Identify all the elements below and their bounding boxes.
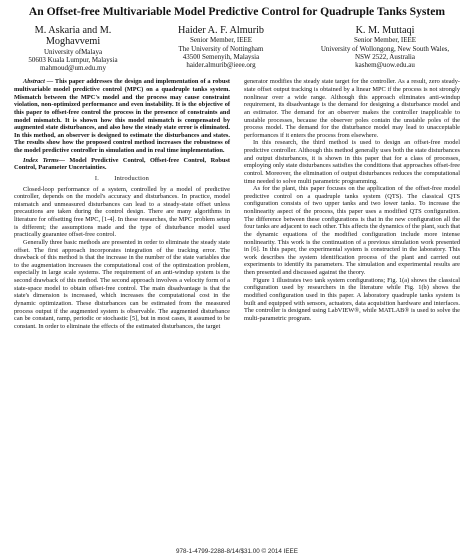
author-affiliation: Senior Member, IEEE The University of Nottingham 43500 Semenyih, Malaysia — [178, 36, 264, 61]
abstract-lead: Abstract — [23, 78, 45, 86]
paragraph: Closed-loop performance of a system, controlled by a model of predictive controller, depends on the model's accuracy and disturbances. In practice, model mismatch and unmeasured disturbances can lead to a steady-state offset unless precautions are taken during the control design. There are many algorithms in literature for offsetting free MPC, [1-4]. In these researches, the MPC problem setup is different; the assumptions made and the type of disturbance model used practically guarantee offset-free control. — [14, 185, 230, 239]
author-email: mahmoud@um.edu.my — [40, 64, 106, 73]
author-email: haider.almurib@ieee.org — [186, 61, 256, 70]
author-name: Haider A. F. Almurib — [177, 25, 265, 36]
author-email: kashem@uow.edu.au — [355, 61, 415, 70]
left-column — [14, 78, 230, 330]
paragraph: generator modifies the steady state target for the controller. As a result, zero steady-state offset output tracking is obtained by a linear MPC if the process is not strongly nonlinear over a wide range. Although this approach eliminates anti-windup requirement, its disadvantage is the demand for designing a disturbance model and an estimator. The demand for an observer makes the controller inapplicable to unstable processes, because the observer poles contain the unstable poles of the process model. The demand for the disturbance model may lead to unacceptable performances if it enters the process from elsewhere. — [244, 78, 460, 139]
paragraph: As for the plant, this paper focuses on the application of the offset-free model predictive control on a quadruple tanks system (QTS). The classical QTS configuration consists of two upper tanks and two lower tanks. To increase the nonlinearity aspect of the process, this paper uses a modified QTS configuration. The difference between these configurations is that in the new configuration all the four tanks are adjacent to each other. This affects the dynamics of the plant, such that the dynamic equations of the modified configuration include more intense nonlinearity. This work is the continuation of a previous simulation work presented in [6]. In this paper, the experimental system is constructed in the laboratory. This work describes the system identification process of the plant and carried out experiments to identify its parameters. The simulation and experimental results are then presented and discussed against the theory. — [244, 185, 460, 277]
index-terms-text: — Model Predictive Control, Offset-free Control, Robust Control, Parameter Uncertainties. — [14, 156, 230, 172]
paragraph: Figure 1 illustrates two tank system configurations; Fig. 1(a) shows the classical configuration used by researchers in the literature while Fig. 1(b) shows the modified configuration used in this paper. A laboratory quadruple tanks system is built and equipped with sensors, actuators, data acquisition hardware and interfaces. The controller is designed using LabVIEW®, while MATLAB® is used to solve the multi-parametric program. — [244, 276, 460, 322]
author-affiliation: University ofMalaya 50603 Kuala Lumpur, Malaysia — [28, 47, 118, 65]
paper-title: An Offset-free Multivariable Model Predictive Control for Quadruple Tanks System — [28, 5, 446, 18]
author-name: M. Askaria and M. Moghavvemi — [34, 25, 112, 48]
copyright-footer: 978-1-4799-2288-8/14/$31.00 © 2014 IEEE — [176, 548, 298, 555]
right-column — [244, 78, 460, 330]
section-heading: I. Introduction — [94, 174, 150, 182]
paragraph: Generally three basic methods are presented in order to eliminate the steady state offset. The first approach incorporates integration of the tracking error. The drawback of this method is that the increase in the number of the state variables due to the augmentation increases the computational cost of the optimization problem, especially in large scale systems. The requirement of an anti-windup system is the second drawback of this method. The second approach involves a velocity form of a state-space model to obtain offset-free control. The main disadvantage is that the state's dimension is increased, which increases the computational cost in the dynamic optimization. These disturbances can be estimated from the measured process output if the augmented system is observable. The augmented disturbance can be constant, ramp, periodic or stochastic [5], but in most cases, it assumed to be constant. In order to eliminate the effects of the estimated disturbances, the target — [14, 238, 230, 330]
abstract-text: — This paper addresses the design and implementation of a robust multivariable model predictive control (MPC) on a quadruple tanks system. Mismatch between the MPC's model and the process may cause constraint violation, non-optimized performance and even instability. It is the objective of this paper to offset-free control the process in the presence of constraints and model mismatch. It is shown how this model mismatch is compensated by augmented state disturbances, and also how the steady state error is eliminated. In this method, an observer is designed to estimate the disturbances and states. The results show how the proposed control method increases the robustness of the model predictive controller in simulation and in real time implementation. — [14, 78, 230, 155]
author-affiliation: Senior Member, IEEE University of Wollongong, New South Wales, NSW 2522, Australia — [320, 36, 450, 61]
author-1 — [14, 25, 132, 72]
author-name: K. M. Muttaqi — [355, 25, 415, 36]
index-terms-lead: Index Terms — [23, 156, 59, 164]
index-terms — [14, 157, 230, 172]
body-columns — [14, 78, 460, 330]
author-3 — [310, 25, 460, 72]
abstract — [14, 78, 230, 154]
paragraph: In this research, the third method is used to design an offset-free model predictive controller. Although this method generally uses both the state disturbances and output disturbances, it is shown in this paper that for a class of processes, employing only state disturbances satisfies the conditions that approaches offset-free control. Moreover, the elimination of output disturbances reduces the computational time needed to solve multi parametric programming. — [244, 139, 460, 185]
author-2 — [146, 25, 296, 72]
author-block — [14, 25, 460, 72]
